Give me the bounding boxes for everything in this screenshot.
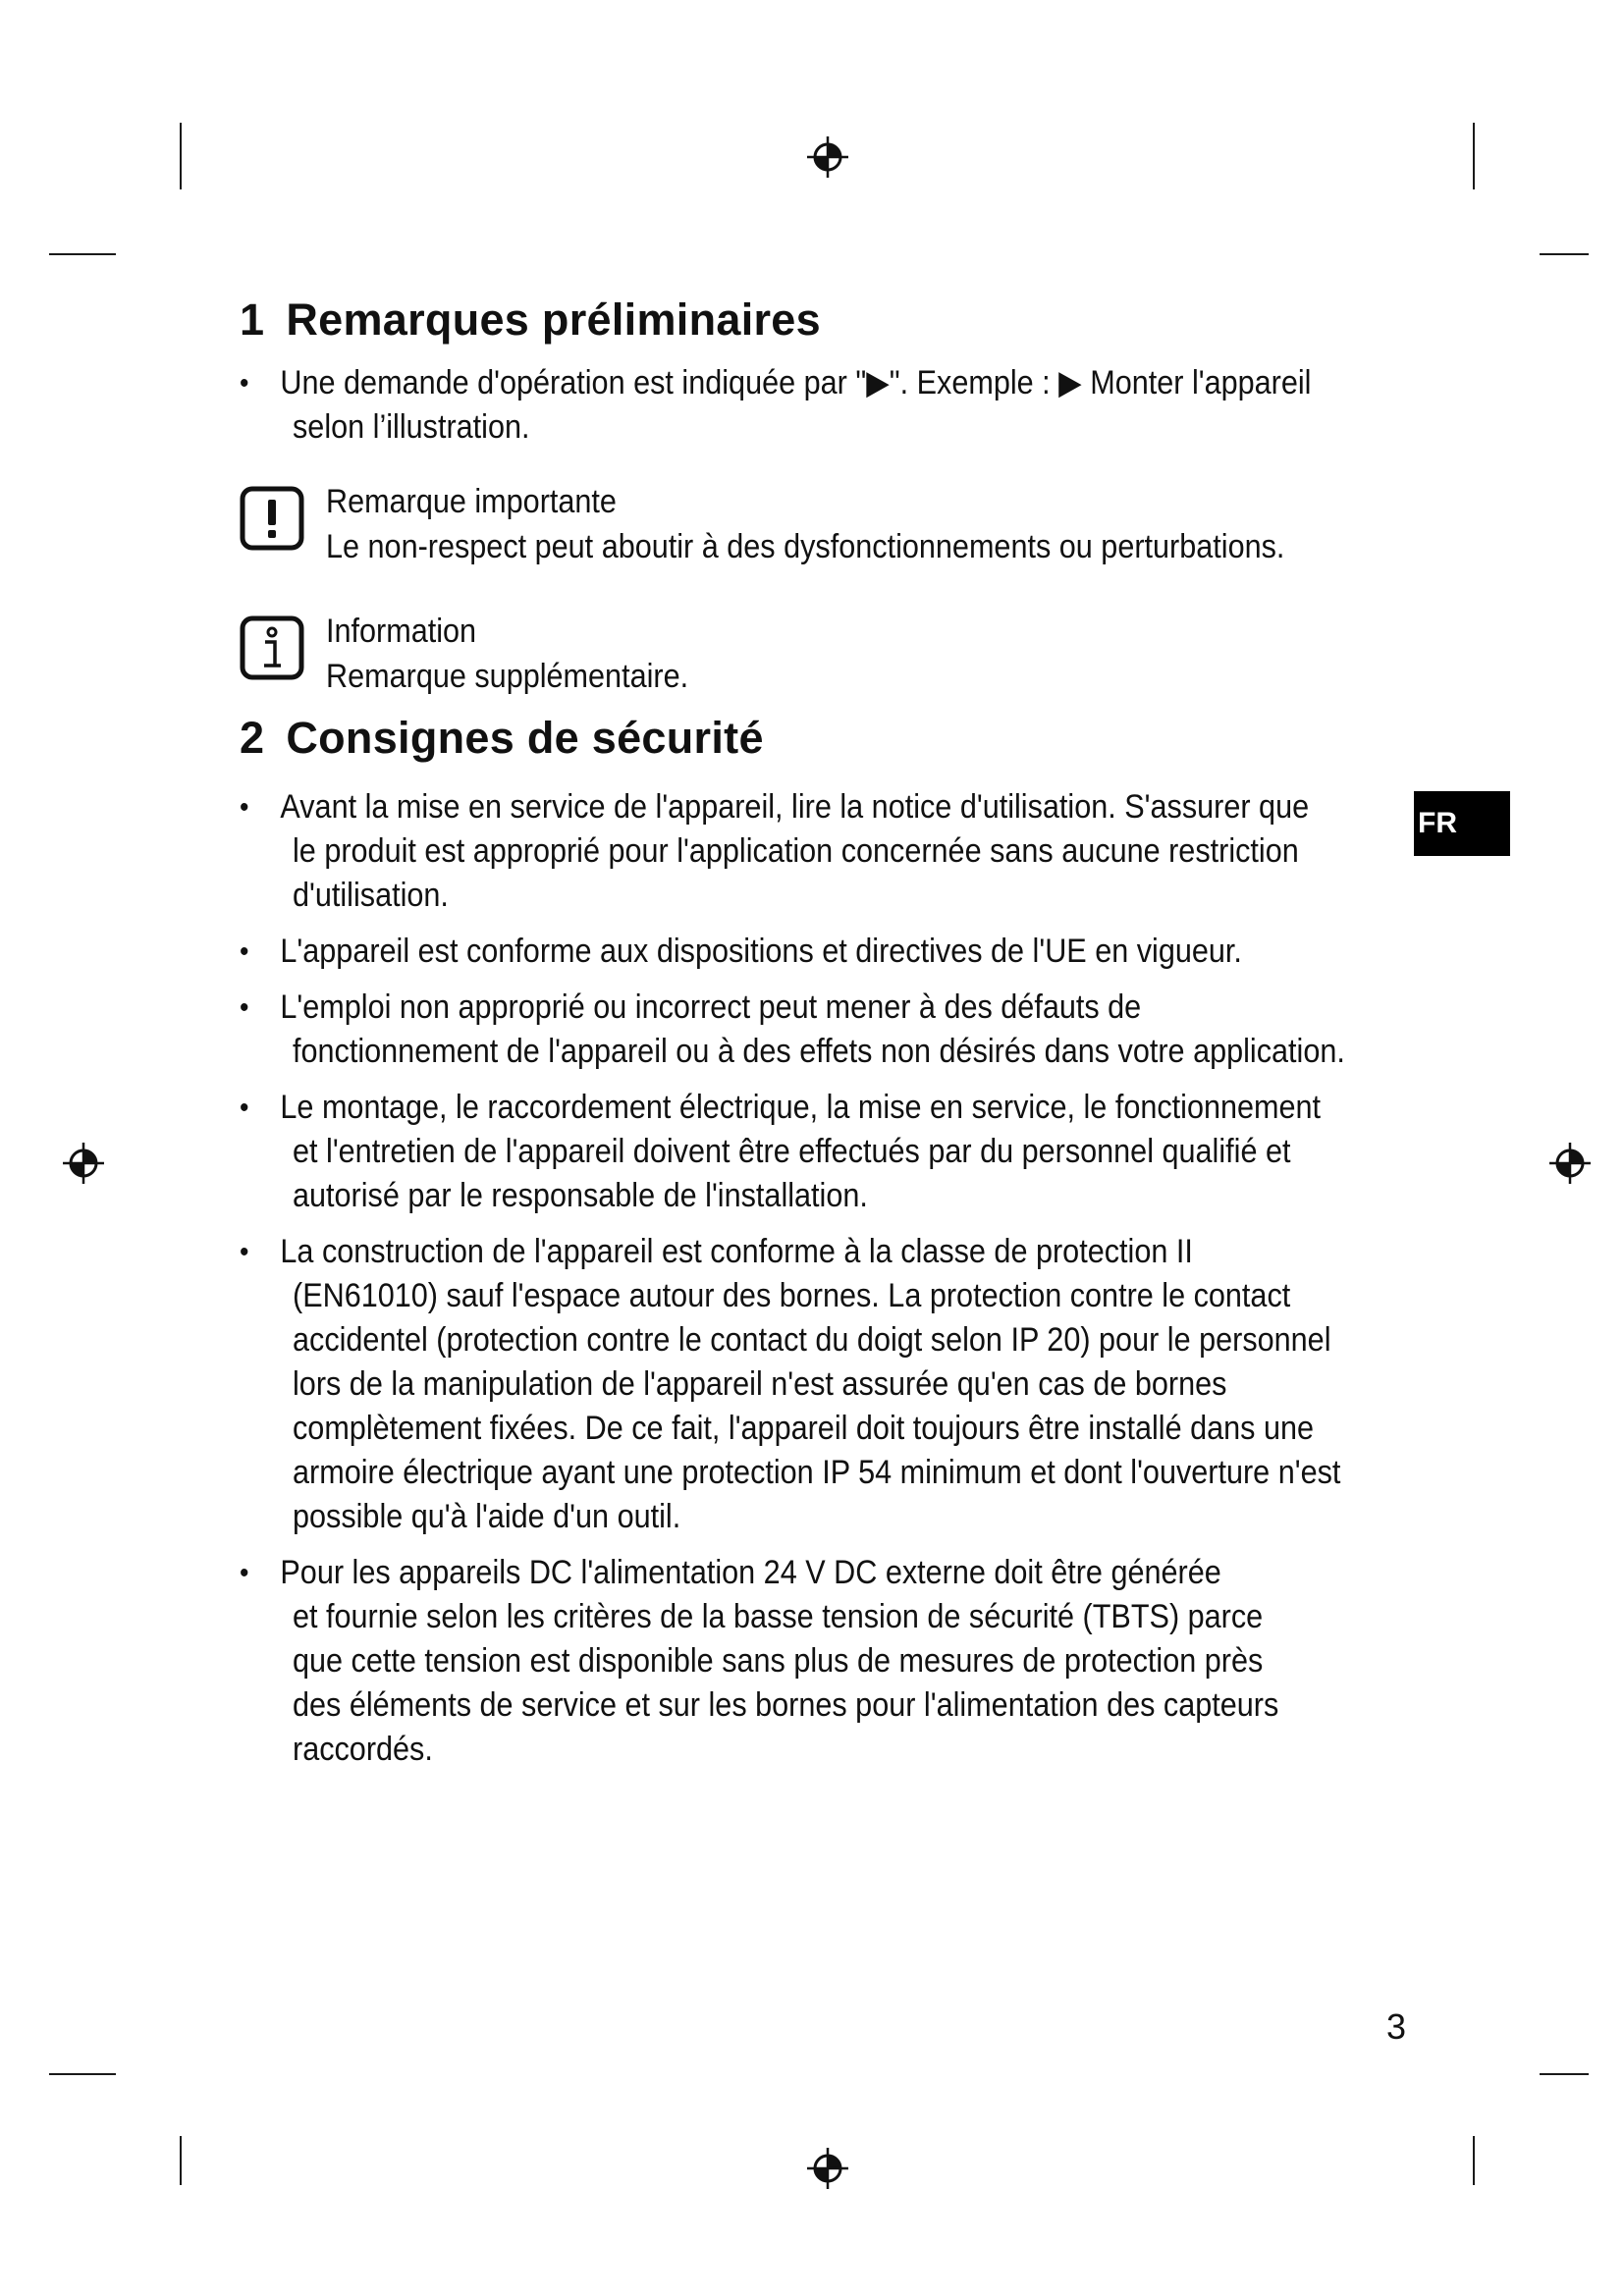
notice-information bbox=[240, 609, 729, 699]
warning-icon bbox=[240, 486, 304, 551]
list-item bbox=[240, 1551, 1457, 1772]
bullet-marker: • bbox=[240, 1092, 249, 1124]
notice-text: Remarque supplémentaire. bbox=[326, 658, 689, 695]
bullet-list-section-1 bbox=[240, 361, 1320, 450]
list-item-text-continuation: autorisé par le responsable de l'installation. bbox=[293, 1177, 868, 1214]
list-item bbox=[240, 1086, 1457, 1218]
crop-mark-bottom-right-horizontal bbox=[1540, 2073, 1589, 2075]
list-item-text-continuation: selon l’illustration. bbox=[293, 408, 530, 446]
list-item-text-continuation: des éléments de service et sur les bornes pour l'alimentation des capteurs bbox=[293, 1686, 1279, 1724]
page-content bbox=[240, 294, 1418, 1768]
section-title: Remarques préliminaires bbox=[286, 294, 821, 345]
registration-mark-icon bbox=[59, 1139, 108, 1188]
crop-mark-top-right-vertical bbox=[1473, 123, 1475, 189]
notice-text: Le non-respect peut aboutir à des dysfonctionnements ou perturbations. bbox=[326, 528, 1285, 565]
list-item-text-continuation: que cette tension est disponible sans plus de mesures de protection près bbox=[293, 1642, 1264, 1680]
bullet-marker: • bbox=[240, 367, 249, 400]
list-item bbox=[240, 930, 1457, 974]
list-item-text-continuation: accidentel (protection contre le contact du doigt selon IP 20) pour le personnel bbox=[293, 1321, 1331, 1359]
list-item-text-continuation: et fournie selon les critères de la basse tension de sécurité (TBTS) parce bbox=[293, 1598, 1264, 1635]
list-item-text: Une demande d'opération est indiquée par "▶". Exemple : ▶ Monter l'appareil bbox=[280, 364, 1312, 401]
list-item-text-continuation: le produit est approprié pour l'application concernée sans aucune restriction bbox=[293, 832, 1299, 870]
list-item-text-continuation: complètement fixées. De ce fait, l'appareil doit toujours être installé dans une bbox=[293, 1410, 1315, 1447]
list-item-text-continuation: armoire électrique ayant une protection IP 54 minimum et dont l'ouverture n'est bbox=[293, 1454, 1341, 1491]
list-item-text-continuation: d'utilisation. bbox=[293, 877, 449, 914]
bullet-marker: • bbox=[240, 1557, 249, 1589]
list-item-text-continuation: et l'entretien de l'appareil doivent être effectués par du personnel qualifié et bbox=[293, 1133, 1291, 1170]
list-item-text-continuation: lors de la manipulation de l'appareil n'est assurée qu'en cas de bornes bbox=[293, 1365, 1227, 1403]
registration-mark-icon bbox=[803, 2144, 852, 2193]
section-heading-2 bbox=[240, 713, 764, 764]
list-item bbox=[240, 986, 1457, 1074]
list-item-text: Avant la mise en service de l'appareil, lire la notice d'utilisation. S'assurer que bbox=[280, 788, 1310, 826]
list-item-text: La construction de l'appareil est conforme à la classe de protection II bbox=[280, 1233, 1193, 1270]
list-item-text: Le montage, le raccordement électrique, la mise en service, le fonctionnement bbox=[280, 1089, 1322, 1126]
crop-mark-bottom-left-vertical bbox=[180, 2136, 182, 2185]
crop-mark-bottom-right-vertical bbox=[1473, 2136, 1475, 2185]
list-item bbox=[240, 1230, 1457, 1539]
list-item-text: Pour les appareils DC l'alimentation 24 V DC externe doit être générée bbox=[280, 1554, 1221, 1591]
list-item bbox=[240, 785, 1457, 918]
list-item-text: L'emploi non approprié ou incorrect peut mener à des défauts de bbox=[280, 988, 1142, 1026]
section-title: Consignes de sécurité bbox=[286, 713, 764, 763]
notice-title: Remarque importante bbox=[326, 483, 617, 520]
section-number: 2 bbox=[240, 713, 265, 763]
registration-mark-icon bbox=[1545, 1139, 1595, 1188]
list-item-text-continuation: possible qu'à l'aide d'un outil. bbox=[293, 1498, 681, 1535]
registration-mark-icon bbox=[803, 133, 852, 182]
info-icon bbox=[240, 615, 304, 680]
page-number: 3 bbox=[1386, 2006, 1407, 2047]
crop-mark-top-left-horizontal bbox=[49, 253, 116, 255]
list-item-text-continuation: (EN61010) sauf l'espace autour des bornes. La protection contre le contact bbox=[293, 1277, 1291, 1314]
bullet-marker: • bbox=[240, 1236, 249, 1268]
bullet-list-section-2 bbox=[240, 785, 1418, 1784]
crop-mark-bottom-left-horizontal bbox=[49, 2073, 116, 2075]
crop-mark-top-left-vertical bbox=[180, 123, 182, 189]
bullet-marker: • bbox=[240, 935, 249, 968]
notice-title: Information bbox=[326, 613, 477, 650]
list-item-text-continuation: fonctionnement de l'appareil ou à des effets non désirés dans votre application. bbox=[293, 1033, 1345, 1070]
section-number: 1 bbox=[240, 294, 265, 345]
bullet-marker: • bbox=[240, 791, 249, 824]
bullet-marker: • bbox=[240, 991, 249, 1024]
list-item-text-continuation: raccordés. bbox=[293, 1731, 433, 1768]
list-item-text: L'appareil est conforme aux dispositions et directives de l'UE en vigueur. bbox=[280, 933, 1242, 970]
list-item bbox=[240, 361, 1359, 450]
language-tab: FR bbox=[1414, 791, 1510, 856]
crop-mark-top-right-horizontal bbox=[1540, 253, 1589, 255]
notice-important bbox=[240, 479, 1391, 569]
